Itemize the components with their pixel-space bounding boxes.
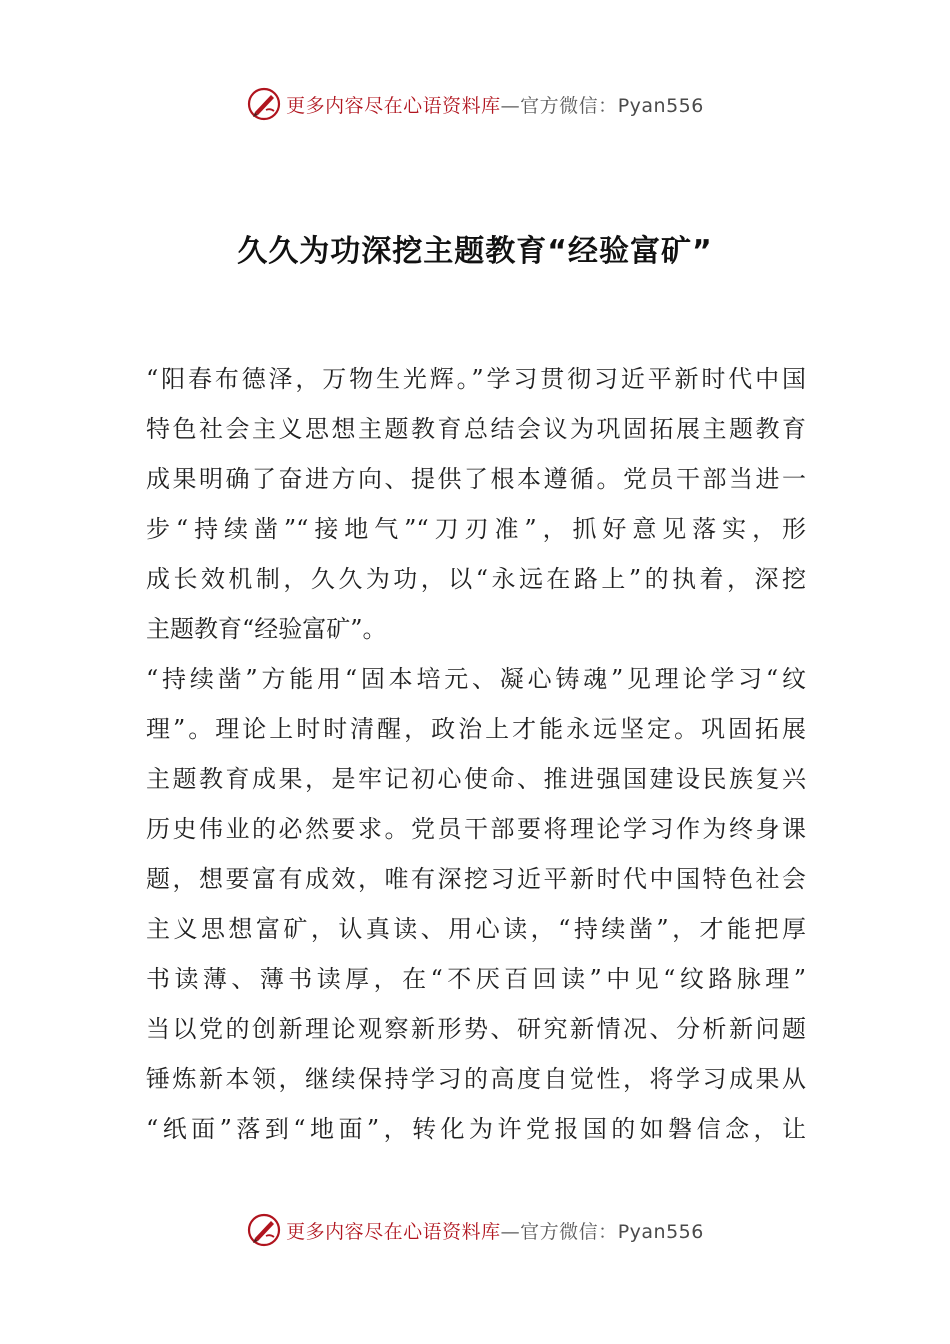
banner-lead: 更多内容尽在心语资料库 [286, 94, 501, 117]
text-line: 特色社会主义思想主题教育总结会议为巩固拓展主题教育 [146, 415, 806, 443]
banner-wechat-id: Pyan556 [617, 1220, 704, 1243]
text-line: 主义思想富矿，认真读、用心读，“持续凿”，才能把厚 [146, 915, 806, 943]
text-line: 锤炼新本领，继续保持学习的高度自觉性，将学习成果从 [146, 1065, 806, 1093]
text-line: 成果明确了奋进方向、提供了根本遵循。党员干部当进一 [146, 465, 806, 493]
banner-text [286, 1217, 704, 1244]
text-line: “纸面”落到“地面”，转化为许党报国的如磐信念，让 [146, 1115, 806, 1143]
pen-logo-icon [246, 1212, 282, 1248]
text-line: 理”。理论上时时清醒，政治上才能永远坚定。巩固拓展 [146, 715, 806, 743]
paragraph-1 [146, 354, 806, 654]
document-title: 久久为功深挖主题教育“经验富矿” [237, 234, 713, 269]
banner-wechat-id: Pyan556 [617, 94, 704, 117]
text-line: 成长效机制，久久为功，以“永远在路上”的执着，深挖 [146, 565, 806, 593]
text-line: 主题教育“经验富矿”。 [146, 615, 387, 643]
document-body [146, 354, 806, 1154]
text-line: 当以党的创新理论观察新形势、研究新情况、分析新问题 [146, 1015, 806, 1043]
banner-dash: — [500, 94, 521, 117]
banner-dash: — [500, 1220, 521, 1243]
text-line: “阳春布德泽，万物生光辉。”学习贯彻习近平新时代中国 [146, 365, 806, 393]
text-line: “持续凿”方能用“固本培元、凝心铸魂”见理论学习“纹 [146, 665, 806, 693]
footer-banner [0, 1210, 950, 1250]
pen-logo-icon [246, 86, 282, 122]
banner-wechat-label: 官方微信： [520, 1220, 618, 1243]
text-line: 主题教育成果，是牢记初心使命、推进强国建设民族复兴 [146, 765, 806, 793]
banner-wechat-label: 官方微信： [520, 94, 618, 117]
banner-lead: 更多内容尽在心语资料库 [286, 1220, 501, 1243]
text-line: 题，想要富有成效，唯有深挖习近平新时代中国特色社会 [146, 865, 806, 893]
text-line: 书读薄、薄书读厚，在“不厌百回读”中见“纹路脉理” [146, 965, 806, 993]
text-line: 历史伟业的必然要求。党员干部要将理论学习作为终身课 [146, 815, 806, 843]
paragraph-2 [146, 654, 806, 1154]
banner-text [286, 91, 704, 118]
text-line: 步“持续凿”“接地气”“刀刃准”，抓好意见落实，形 [146, 515, 806, 543]
header-banner [0, 84, 950, 124]
